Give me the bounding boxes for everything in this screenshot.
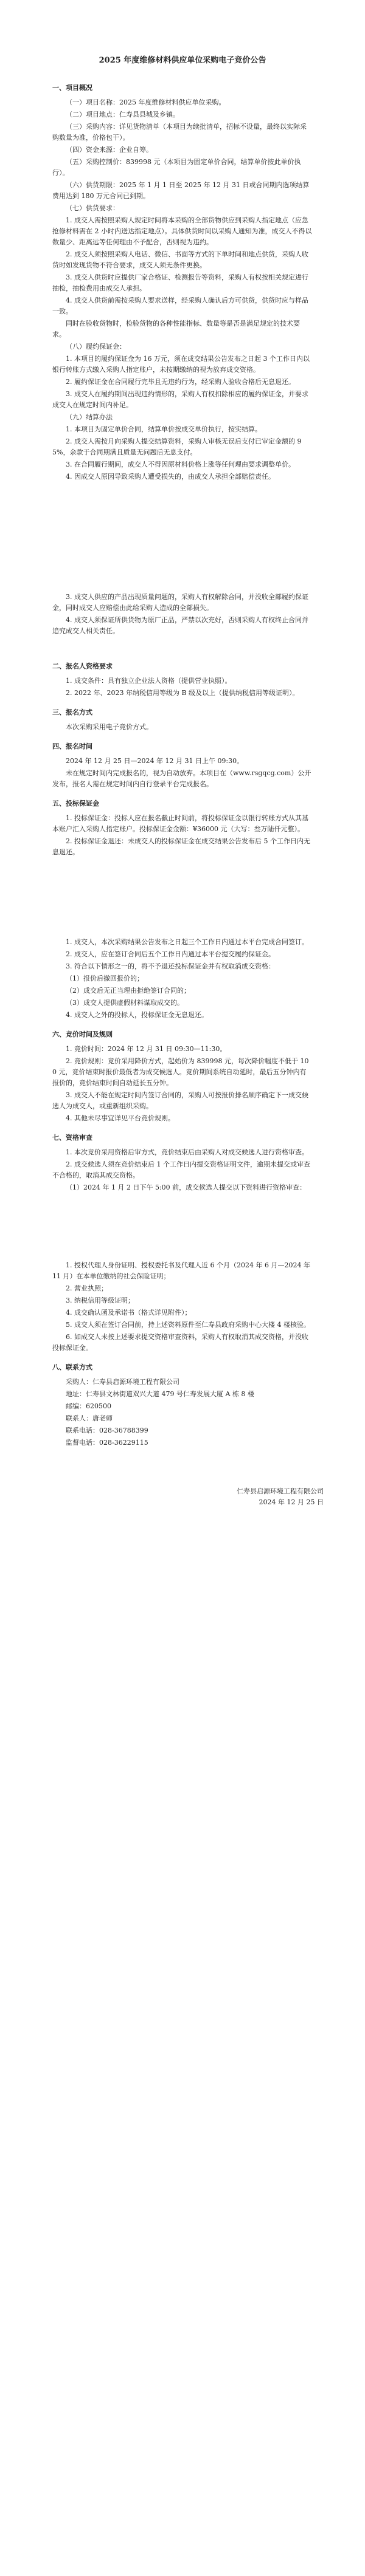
paragraph: 2. 竞价规则：竞价采用降价方式，起始价为 839998 元，每次降价幅度不低于 100 元，竞价结束时报价最低者为成交候选人。竞价期间系统自动延时，最后五分钟内有报价的，竞价结束时间自动延长五分钟。 (52, 1057, 309, 1087)
paragraph: 2. 营业执照； (66, 1284, 108, 1292)
section-9 (52, 1132, 313, 1193)
paragraph: 1. 投标保证金：投标人应在报名截止时间前，将投标保证金以银行转账方式从其基本账户汇入采购人指定账户。投标保证金金额：¥36000 元（大写：叁万陆仟元整）。 (52, 814, 308, 833)
section-1 (52, 341, 313, 482)
paragraph: 采购人：仁寿县启源环境工程有限公司 (66, 1378, 179, 1386)
paragraph: （2）成交后无正当理由拒绝签订合同的； (66, 987, 190, 995)
paragraph: 3. 符合以下情形之一的，将不予退还投标保证金并有权取消成交资格： (66, 962, 275, 970)
paragraph: 4. 因成交人原因导致采购人遭受损失的，由成交人承担全部赔偿责任。 (66, 473, 275, 481)
sections-container (52, 83, 313, 1448)
paragraph: （1）2024 年 1 月 2 日下午 5:00 前，成交候选人提交以下资料进行资格审查： (66, 1184, 307, 1191)
paragraph: （3）成交人提供虚假材料谋取成交的。 (66, 999, 184, 1007)
paragraph: 1. 成交人需按照采购人规定时间将本采购的全部货物供应到采购人指定地点（应急抢修材料需在 2 小时内送达指定地点）。具体供货时间以采购人通知为准，成交人不得以数量少、距离远等任何理由不予配合，否则视为违约。 (52, 216, 312, 246)
page-title: 2025 年度维修材料供应单位采购电子竞价公告 (99, 56, 266, 65)
paragraph: 同时在验收货物时，检验货物的各种性能指标、数量等是否是满足规定的技术要求。 (52, 320, 300, 338)
document-body (52, 55, 313, 1450)
paragraph: 联系电话：028-36788399 (66, 1427, 148, 1434)
paragraph: 本次采购采用电子竞价方式。 (66, 723, 153, 731)
paragraph: 1. 竞价时间：2024 年 12 月 31 日 09:30—11:30。 (66, 1045, 227, 1053)
section-6 (52, 798, 313, 858)
section-heading: 一、项目概况 (52, 84, 92, 92)
paragraph: 4. 成交确认函及承诺书（格式详见附件）； (66, 1309, 192, 1317)
section-10 (52, 1260, 313, 1354)
paragraph: （五）采购控制价：839998 元（本项目为固定单价合同，结算单价按此单价执行）。 (52, 158, 301, 177)
paragraph: 1. 授权代理人身份证明、授权委托书及代理人近 6 个月（2024 年 6 月—2024 年 11 月）在本单位缴纳的社会保险证明； (52, 1261, 310, 1280)
paragraph: 2. 投标保证金退还：未成交人的投标保证金在成交结果公告发布后 5 个工作日内无息退还。 (52, 837, 310, 856)
signature-block (237, 1486, 324, 1508)
paragraph: 3. 在合同履行期间，成交人不得因原材料价格上涨等任何理由要求调整单价。 (66, 461, 295, 468)
paragraph: （七）供货要求： (66, 204, 119, 212)
paragraph: 3. 成交人供应的产品出现质量问题的，采购人有权解除合同，并没收全部履约保证金，同时成交人应赔偿由此给采购人造成的全部损失。 (52, 593, 308, 612)
paragraph: 4. 成交人须保证所供货物为原厂正品，严禁以次充好，否则采购人有权终止合同并追究成交人相关责任。 (52, 616, 308, 635)
section-2 (52, 592, 313, 637)
section-heading: 二、报名人资格要求 (52, 662, 113, 670)
section-heading: 四、报名时间 (52, 742, 92, 750)
paragraph: （二）项目地点：仁寿县县城及乡镇。 (66, 111, 179, 118)
paragraph: 2024 年 12 月 25 日—2024 年 12 月 31 日上午 09:30。 (66, 757, 244, 765)
paragraph: 3. 成交人在履约期间出现违约情形的，采购人有权扣除相应的履约保证金，并要求成交人在规定时间内补足。 (52, 390, 308, 409)
paragraph: 5. 成交人须在签订合同前，持上述资料原件至仁寿县政府采购中心大楼 4 楼核验。 (66, 1321, 310, 1329)
paragraph: 3. 成交人不能在规定时间内签订合同的，采购人可按报价排名顺序确定下一成交候选人为成交人，或重新组织采购。 (52, 1091, 308, 1110)
paragraph: 1. 成交条件：具有独立企业法人资格（提供营业执照）。 (66, 677, 232, 685)
section-3 (52, 661, 313, 699)
signature-org: 仁寿县启源环境工程有限公司 (237, 1487, 324, 1495)
paragraph: 1. 本次竞价采用资格后审方式，竞价结束后由采购人对成交候选人进行资格审查。 (66, 1148, 308, 1156)
paragraph: 1. 本项目的履约保证金为 16 万元，须在成交结果公告发布之日起 3 个工作日内以银行转账方式缴入采购人指定账户，未按期缴纳的视为放弃成交资格。 (52, 355, 310, 374)
paragraph: （四）资金来源：企业自筹。 (66, 146, 153, 154)
paragraph: 3. 成交人供货时应提供厂家合格证、检测报告等资料，采购人有权按相关规定进行抽检，抽检费用由成交人承担。 (52, 273, 308, 292)
section-heading: 五、投标保证金 (52, 800, 99, 807)
paragraph: 2. 成交人需按月向采购人提交结算资料，采购人审核无误后支付已审定金额的 95%，余款于合同期满且质量无问题后无息支付。 (52, 437, 302, 456)
paragraph: 2. 成交候选人须在竞价结束后 1 个工作日内提交资格证明文件，逾期未提交或审查不合格的，取消其成交资格。 (52, 1160, 310, 1179)
paragraph: 3. 纳税信用等级证明； (66, 1297, 134, 1304)
paragraph: 1. 成交人，本次采购结果公告发布之日起三个工作日内通过本平台完成合同签订。 (66, 938, 308, 946)
section-4 (52, 707, 313, 733)
paragraph: 4. 其他未尽事宜详见平台竞价规则。 (66, 1114, 175, 1122)
paragraph: 4. 成交人供货前需按采购人要求送样，经采购人确认后方可供货，供货时应与样品一致。 (52, 296, 308, 315)
paragraph: 2. 2022 年、2023 年纳税信用等级为 B 级及以上（提供纳税信用等级证明）。 (66, 689, 299, 697)
section-heading: 三、报名方式 (52, 708, 92, 716)
paragraph: 监督电话：028-36229115 (66, 1439, 148, 1447)
section-11 (52, 1362, 313, 1448)
paragraph: （三）采购内容：详见货物清单（本项目为续批清单，招标不设量，最终以实际采购数量为准，价格包干）。 (52, 123, 307, 142)
section-heading: 八、联系方式 (52, 1363, 92, 1371)
paragraph: 6. 如成交人未按上述要求提交资格审查资料，采购人有权取消其成交资格，并没收投标保证金。 (52, 1333, 308, 1352)
paragraph: 2. 成交人须按照采购人电话、微信、书面等方式的下单时间和地点供货，采购人收货时如发现货物不符合要求，成交人须无条件更换。 (52, 250, 308, 269)
paragraph: 2. 成交人，应在签订合同后五个工作日内通过本平台提交履约保证金。 (66, 950, 275, 958)
section-7 (52, 937, 313, 1021)
section-8 (52, 1029, 313, 1124)
paragraph: （1）报价后撤回报价的； (66, 975, 144, 982)
paragraph: 1. 本项目为固定单价合同，结算单价按成交单价执行，按实结算。 (66, 425, 262, 433)
section-0 (52, 83, 313, 340)
paragraph: （一）项目名称：2025 年度维修材料供应单位采购。 (66, 98, 226, 106)
paragraph: 2. 履约保证金在合同履行完毕且无违约行为，经采购人验收合格后无息退还。 (66, 378, 295, 386)
paragraph: （六）供货期限：2025 年 1 月 1 日至 2025 年 12 月 31 日或合同期内选项结算费用达到 180 万元合同已到期。 (52, 181, 310, 200)
paragraph: 4. 成交人之外的投标人，投标保证金无息退还。 (66, 1011, 208, 1019)
paragraph: 未在规定时间内完成报名的，视为自动放弃。本项目在（www.rsgqcg.com）公开发布，报名人需在规定时间内自行登录平台完成报名。 (52, 769, 311, 788)
section-5 (52, 741, 313, 790)
section-heading: 七、资格审查 (52, 1134, 92, 1142)
paragraph: 联系人：唐老师 (66, 1414, 113, 1422)
signature-date: 2024 年 12 月 25 日 (259, 1498, 324, 1506)
paragraph: （九）结算办法 (66, 413, 113, 421)
paragraph: （八）履约保证金： (66, 343, 126, 351)
paragraph: 地址：仁寿县文林街道双兴大道 479 号仁寿发展大厦 A 栋 8 楼 (66, 1390, 254, 1398)
paragraph: 邮编：620500 (66, 1402, 111, 1410)
section-heading: 六、竞价时间及规则 (52, 1030, 113, 1038)
